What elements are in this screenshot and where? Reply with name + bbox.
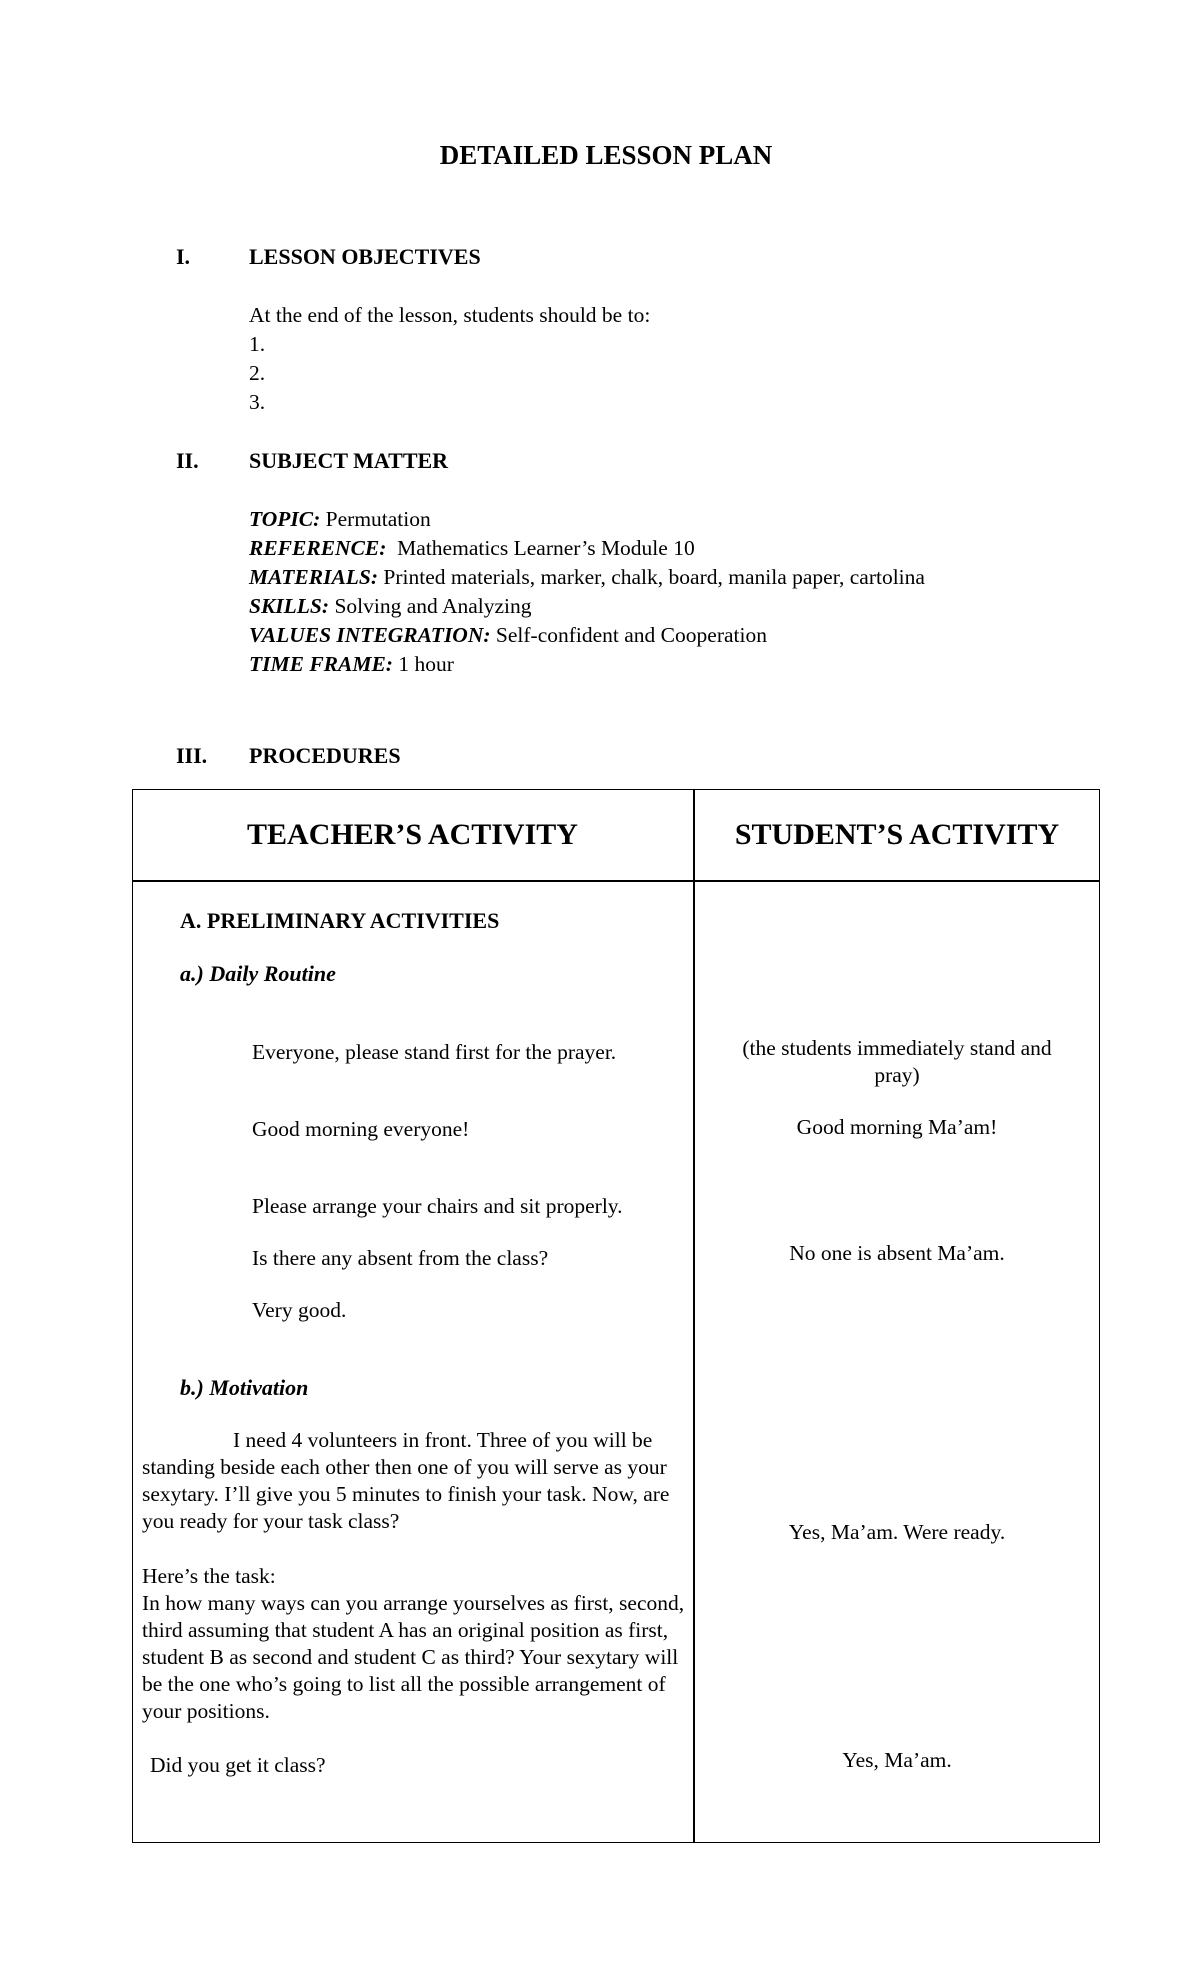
task-label: Here’s the task: xyxy=(142,1564,276,1588)
subject-row-time xyxy=(249,652,454,677)
subject-row-values xyxy=(249,623,767,648)
teacher-line: Is there any absent from the class? xyxy=(252,1246,549,1270)
subject-label: MATERIALS: xyxy=(249,565,379,589)
section-numeral-procedures: III. xyxy=(176,743,208,768)
table-column-divider xyxy=(693,789,695,1843)
subject-row-topic xyxy=(249,507,431,532)
motivation-heading: b.) Motivation xyxy=(180,1375,309,1400)
task-text: In how many ways can you arrange yourselves as first, second, third assuming that student A has an original position as first, student B as second and student C as third? Your sexytary will be the one who’s going to list all the possible arrangement of your positions. xyxy=(142,1591,685,1723)
student-activity-header: STUDENT’S ACTIVITY xyxy=(734,818,1060,851)
student-line: (the students immediately stand and xyxy=(742,1036,1052,1060)
student-line: Yes, Ma’am. xyxy=(842,1748,952,1772)
task-paragraph xyxy=(142,1563,687,1725)
subject-value: 1 hour xyxy=(392,652,454,676)
student-line: pray) xyxy=(874,1063,920,1087)
objectives-intro: At the end of the lesson, students should be to: xyxy=(249,303,651,327)
subject-row-skills xyxy=(249,594,532,619)
teacher-line: Did you get it class? xyxy=(150,1753,326,1777)
subject-label: TIME FRAME: xyxy=(249,652,393,676)
student-line: Good morning Ma’am! xyxy=(796,1115,998,1139)
subject-value: Printed materials, marker, chalk, board, manila paper, cartolina xyxy=(378,565,925,589)
subject-label: TOPIC: xyxy=(249,507,321,531)
motivation-text: I need 4 volunteers in front. Three of you will be standing beside each other then one of you will serve as your sexytary. I’ll give you 5 minutes to finish your task. Now, are you ready for your task class? xyxy=(142,1428,670,1533)
subject-row-materials xyxy=(249,565,925,590)
objective-item: 3. xyxy=(249,390,266,414)
teacher-line: Everyone, please stand first for the prayer. xyxy=(252,1040,617,1064)
subject-label: VALUES INTEGRATION: xyxy=(249,623,491,647)
subject-value: Permutation xyxy=(320,507,431,531)
document-title: DETAILED LESSON PLAN xyxy=(439,140,773,170)
subject-value: Solving and Analyzing xyxy=(329,594,532,618)
section-heading-subject: SUBJECT MATTER xyxy=(249,448,449,473)
student-line: No one is absent Ma’am. xyxy=(789,1241,1005,1265)
motivation-paragraph xyxy=(142,1427,687,1535)
section-heading-objectives: LESSON OBJECTIVES xyxy=(249,244,481,269)
teacher-line: Good morning everyone! xyxy=(252,1117,470,1141)
subject-value: Mathematics Learner’s Module 10 xyxy=(386,536,695,560)
preliminary-activities-heading: A. PRELIMINARY ACTIVITIES xyxy=(180,908,500,933)
section-numeral-subject: II. xyxy=(176,448,199,473)
section-heading-procedures: PROCEDURES xyxy=(249,743,401,768)
teacher-activity-header: TEACHER’S ACTIVITY xyxy=(247,818,578,851)
daily-routine-heading: a.) Daily Routine xyxy=(180,961,336,986)
student-line: Yes, Ma’am. Were ready. xyxy=(788,1520,1006,1544)
subject-value: Self-confident and Cooperation xyxy=(490,623,767,647)
teacher-line: Very good. xyxy=(252,1298,347,1322)
teacher-line: Please arrange your chairs and sit properly. xyxy=(252,1194,623,1218)
table-header-divider xyxy=(132,880,1100,882)
subject-label: REFERENCE: xyxy=(249,536,387,560)
objective-item: 1. xyxy=(249,332,266,356)
objective-item: 2. xyxy=(249,361,266,385)
subject-row-reference xyxy=(249,536,695,561)
section-numeral-objectives: I. xyxy=(176,244,191,269)
subject-label: SKILLS: xyxy=(249,594,330,618)
